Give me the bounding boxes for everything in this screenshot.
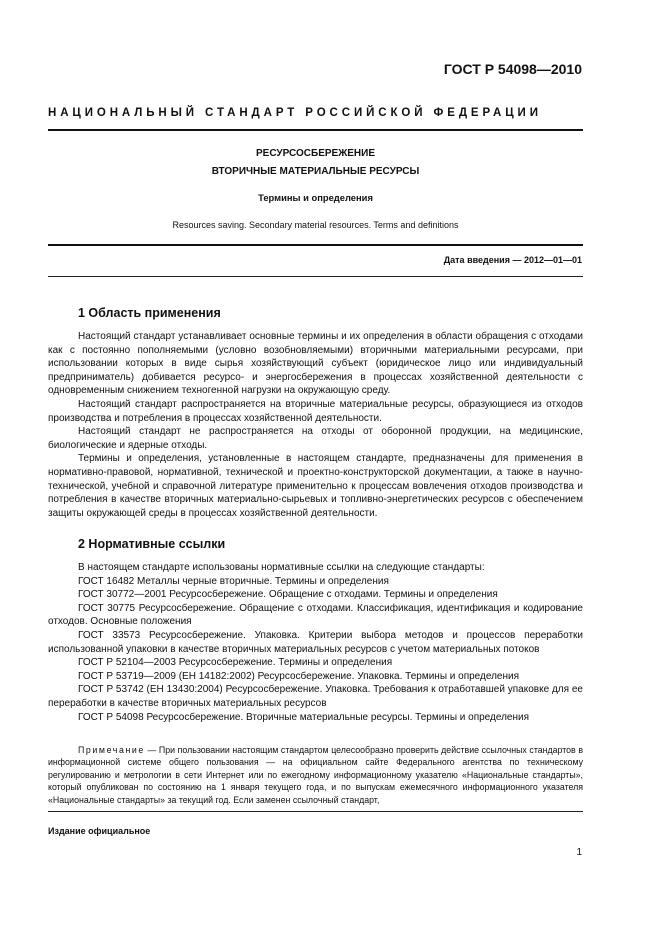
national-standard-banner: НАЦИОНАЛЬНЫЙ СТАНДАРТ РОССИЙСКОЙ ФЕДЕРАЦИИ bbox=[48, 107, 542, 119]
section-2-intro: В настоящем стандарте использованы нормативные ссылки на следующие стандарты: bbox=[78, 562, 485, 573]
normative-reference: ГОСТ 30772—2001 Ресурсосбережение. Обращение с отходами. Термины и определения bbox=[78, 589, 498, 601]
note-text: — При пользовании настоящим стандартом целесообразно проверить действие ссылочных стандартов в информационной системе общего пользования — на официальном сайте Федерального агентства по техническому регулированию и метрологии в сети Интернет или по ежегодному информационному указателю «Национальные стандарты», который опубликован по состоянию на 1 января текущего года, и по выпускам ежемесячного информационного указателя «Национальные стандарты» за текущий год. Если заменен ссылочный стандарт, bbox=[48, 745, 583, 805]
header-rule bbox=[48, 129, 583, 131]
section-1-heading: 1 Область применения bbox=[78, 306, 221, 320]
normative-reference: ГОСТ 30775 Ресурсосбережение. Обращение с отходами. Классификация, идентификация и кодирование отходов. Основные положения bbox=[48, 602, 583, 628]
section-2-heading: 2 Нормативные ссылки bbox=[78, 537, 226, 551]
standard-english-title: Resources saving. Secondary material resources. Terms and definitions bbox=[172, 220, 459, 230]
note-label: Примечание bbox=[78, 745, 145, 755]
section-1-paragraph: Настоящий стандарт устанавливает основные термины и их определения в области обращения с отходами как с постоянно пополняемыми (условно возобновляемыми) вторичными материальными ресурсами, при использовании которых в виде сырья хозяйствующий субъект (юридическое лицо или индивидуальный предприниматель) добивается ресурсо- и энергосбережения в процессах хозяйственной деятельности с одновременным снижением техногенной нагрузки на окружающую среду. bbox=[48, 331, 583, 397]
section-1-paragraph: Термины и определения, установленные в настоящем стандарте, предназначены для применения в нормативно-правовой, нормативной, технической и проектно-конструкторской документации, а также в научно-технической, учебной и справочной литературе применительно к процессам вовлечения отходов производства и потребления в качестве вторичных материально-сырьевых и топливно-энергетических ресурсов с обеспечением защиты окружающей среды в процессах хозяйственной деятельности. bbox=[48, 453, 583, 519]
normative-reference: ГОСТ Р 52104—2003 Ресурсосбережение. Термины и определения bbox=[78, 657, 393, 669]
standard-subtitle: Термины и определения bbox=[258, 192, 373, 203]
page-number: 1 bbox=[576, 847, 582, 858]
introduction-date: Дата введения — 2012—01—01 bbox=[443, 255, 582, 265]
footer-rule bbox=[48, 811, 583, 812]
edition-label: Издание официальное bbox=[48, 826, 151, 836]
standard-title-line1: РЕСУРСОСБЕРЕЖЕНИЕ bbox=[255, 148, 376, 159]
document-code: ГОСТ Р 54098—2010 bbox=[443, 61, 582, 77]
title-rule bbox=[48, 244, 583, 246]
section-1-body bbox=[48, 330, 583, 520]
standard-title-line2: ВТОРИЧНЫЕ МАТЕРИАЛЬНЫЕ РЕСУРСЫ bbox=[211, 166, 420, 177]
section-1-paragraph: Настоящий стандарт распространяется на вторичные материальные ресурсы, образующиеся из отходов производства и потребления в процессах хозяйственной деятельности. bbox=[48, 398, 583, 424]
normative-reference: ГОСТ Р 54098 Ресурсосбережение. Вторичные материальные ресурсы. Термины и определения bbox=[78, 711, 530, 723]
normative-reference: ГОСТ 33573 Ресурсосбережение. Упаковка. Критерии выбора методов и процессов переработки использованной упаковки в качестве вторичных материальных ресурсов с учетом материальных потоков bbox=[48, 629, 583, 655]
date-rule bbox=[48, 276, 583, 277]
normative-reference: ГОСТ Р 53742 (ЕН 13430:2004) Ресурсосбережение. Упаковка. Требования к отработавшей упаковке для ее переработки в качестве вторичных материальных ресурсов bbox=[48, 684, 583, 709]
normative-reference: ГОСТ 16482 Металлы черные вторичные. Термины и определения bbox=[78, 575, 389, 587]
section-1-paragraph: Настоящий стандарт не распространяется на отходы от оборонной продукции, на медицинские, биологические и ядерные отходы. bbox=[48, 426, 583, 451]
section-2-body bbox=[48, 561, 583, 724]
section-2-note bbox=[48, 744, 583, 806]
normative-reference: ГОСТ Р 53719—2009 (ЕН 14182:2002) Ресурсосбережение. Упаковка. Термины и определения bbox=[78, 670, 520, 682]
